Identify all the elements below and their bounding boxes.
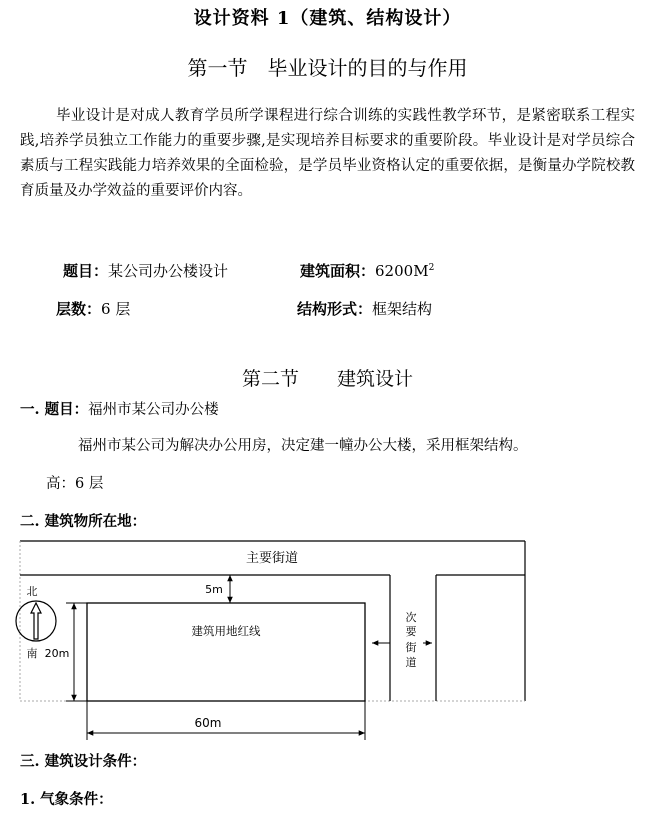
item2-line — [20, 510, 146, 531]
item4-label: 1. 气象条件： — [20, 791, 113, 808]
floors-label: 层数： — [56, 300, 102, 318]
topic-value: 某公司办公楼设计 — [108, 262, 229, 280]
height-text: 高：6 层 — [46, 476, 104, 492]
item4-line — [20, 788, 113, 809]
area-value: 6200M — [375, 262, 429, 280]
section2-title: 第二节 建筑设计 — [241, 368, 413, 390]
north-arrow-icon — [16, 601, 56, 641]
topic-label: 题目： — [63, 262, 109, 280]
item3-label: 三. 建筑设计条件： — [20, 753, 147, 770]
topic-line — [63, 260, 228, 281]
area-label: 建筑面积： — [300, 262, 376, 280]
section1-paragraph: 毕业设计是对成人教育学员所学课程进行综合训练的实践性教学环节，是紧密联系工程实践,培养学员独立工作能力的重要步骤,是实现培养目标要求的重要阶段。毕业设计是对学员综合素质与工程实践能力培养效果的全面检验，是学员毕业资格认定的重要依据，是衡量办学院校教育质量及办学效益的重要评价内容。 — [20, 108, 635, 199]
building-description: 福州市某公司为解决办公用房，决定建一幢办公大楼，采用框架结构。 — [78, 438, 528, 454]
structure-label: 结构形式： — [297, 300, 373, 318]
main-street-label: 主要街道 — [245, 551, 299, 566]
floors-value: 6 层 — [101, 300, 131, 318]
item1-label: 一. 题目： — [20, 401, 89, 418]
north-label: 北 — [26, 585, 38, 598]
floors-line — [56, 298, 130, 319]
structure-line — [297, 298, 432, 319]
site-red-line-boundary — [87, 603, 365, 701]
dim-bottom-label: 60m — [194, 716, 222, 730]
secondary-street-char-1: 次 — [405, 611, 417, 624]
document-title: 设计资料 1（建筑、结构设计） — [193, 8, 462, 29]
dim-left-label: 20m — [44, 647, 70, 660]
secondary-street-char-4: 道 — [405, 656, 417, 669]
item1-line — [20, 398, 219, 419]
area-sup: 2 — [428, 263, 435, 273]
secondary-street-char-3: 街 — [405, 641, 417, 654]
site-red-line-label: 建筑用地红线 — [191, 624, 261, 638]
section1-title: 第一节 毕业设计的目的与作用 — [187, 56, 468, 80]
area-line — [300, 260, 434, 281]
site-plan-diagram — [0, 535, 655, 745]
item2-label: 二. 建筑物所在地： — [20, 513, 147, 530]
secondary-street-char-2: 要 — [405, 625, 417, 638]
south-label: 南 — [26, 647, 38, 660]
item3-line — [20, 750, 146, 771]
dim-top-label: 5m — [205, 583, 223, 596]
item1-value: 福州市某公司办公楼 — [88, 402, 219, 418]
structure-value: 框架结构 — [372, 300, 433, 318]
